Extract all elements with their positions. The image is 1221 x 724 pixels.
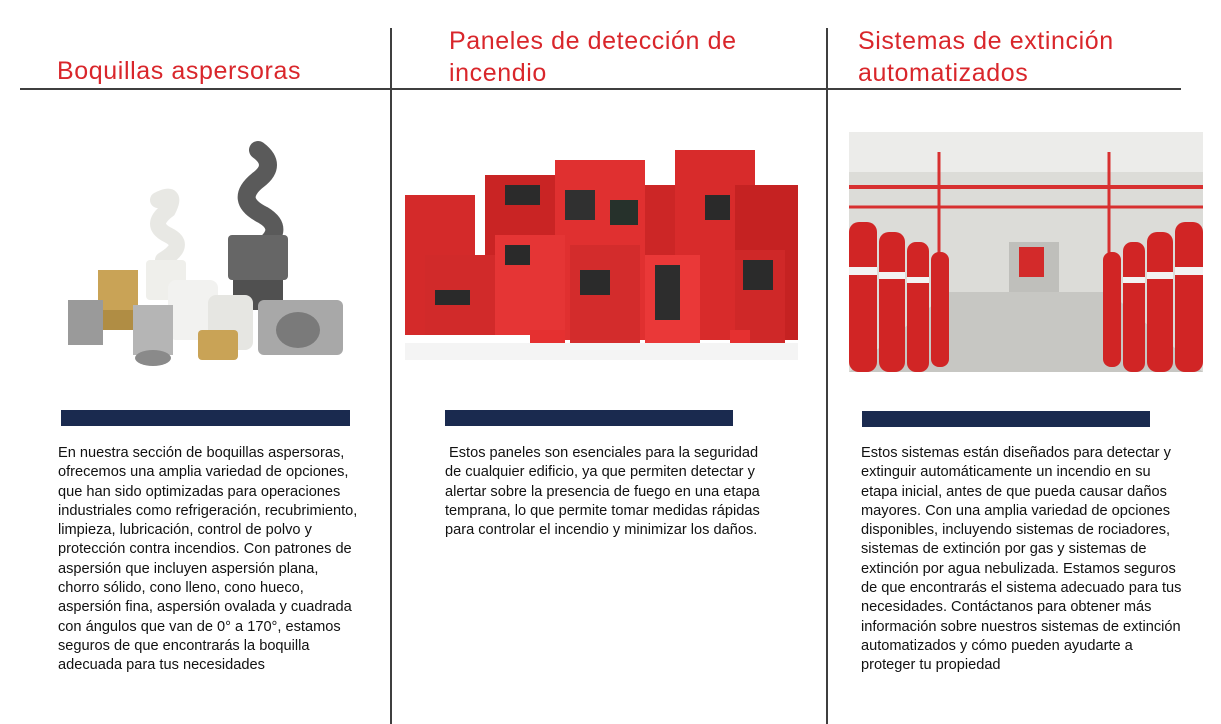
extinction-description: Estos sistemas están diseñados para detectar y extinguir automáticamente un incendio en su etapa inicial, antes de que pueda causar daños mayores. Con una amplia variedad de opciones disponibles, incluyendo sistemas de rociadores, sistemas de extinción por gas y sistemas de extinción por agua nebulizada. Estamos seguros de que encontrarás el sistema adecuado para tus necesidades. Contáctanos para obtener más información sobre nuestros sistemas de extinción automatizados y cómo pueden ayudarte a proteger tu propiedad (861, 445, 1182, 674)
nozzles-description: En nuestra sección de boquillas aspersoras, ofrecemos una amplia variedad de opciones, que han sido optimizadas para operaciones industriales como refrigeración, recubrimiento, limpieza, lubricación, control de polvo y protección contra incendios. Con patrones de aspersión que incluyen aspersión plana, chorro sólido, cono lleno, cono hueco, aspersión fina, aspersión ovalada y cuadrada con ángulos que van de 0° a 170°, estamos seguros de que encontrarás la boquilla adecuada para tus necesidades (58, 445, 358, 674)
column-accent-bar-2 (445, 410, 733, 426)
column-accent-bar-3 (862, 411, 1150, 427)
extinction-systems-image (849, 132, 1203, 372)
column-title-nozzles: Boquillas aspersoras (57, 57, 302, 85)
column-divider-1 (390, 28, 392, 724)
panels-description: Estos paneles son esenciales para la seguridad de cualquier edificio, ya que permiten detectar y alertar sobre la presencia de fuego en una etapa temprana, lo que permite tomar medidas rápidas para controlar el incendio y minimizar los daños. (445, 445, 760, 539)
column-accent-bar-1 (61, 410, 350, 426)
fire-panels-image (405, 145, 798, 360)
nozzles-image (58, 140, 358, 380)
column-divider-2 (826, 28, 828, 724)
column-title-panels: Paneles de detección de incendio (449, 27, 737, 87)
column-title-extinction: Sistemas de extinción automatizados (858, 27, 1114, 87)
